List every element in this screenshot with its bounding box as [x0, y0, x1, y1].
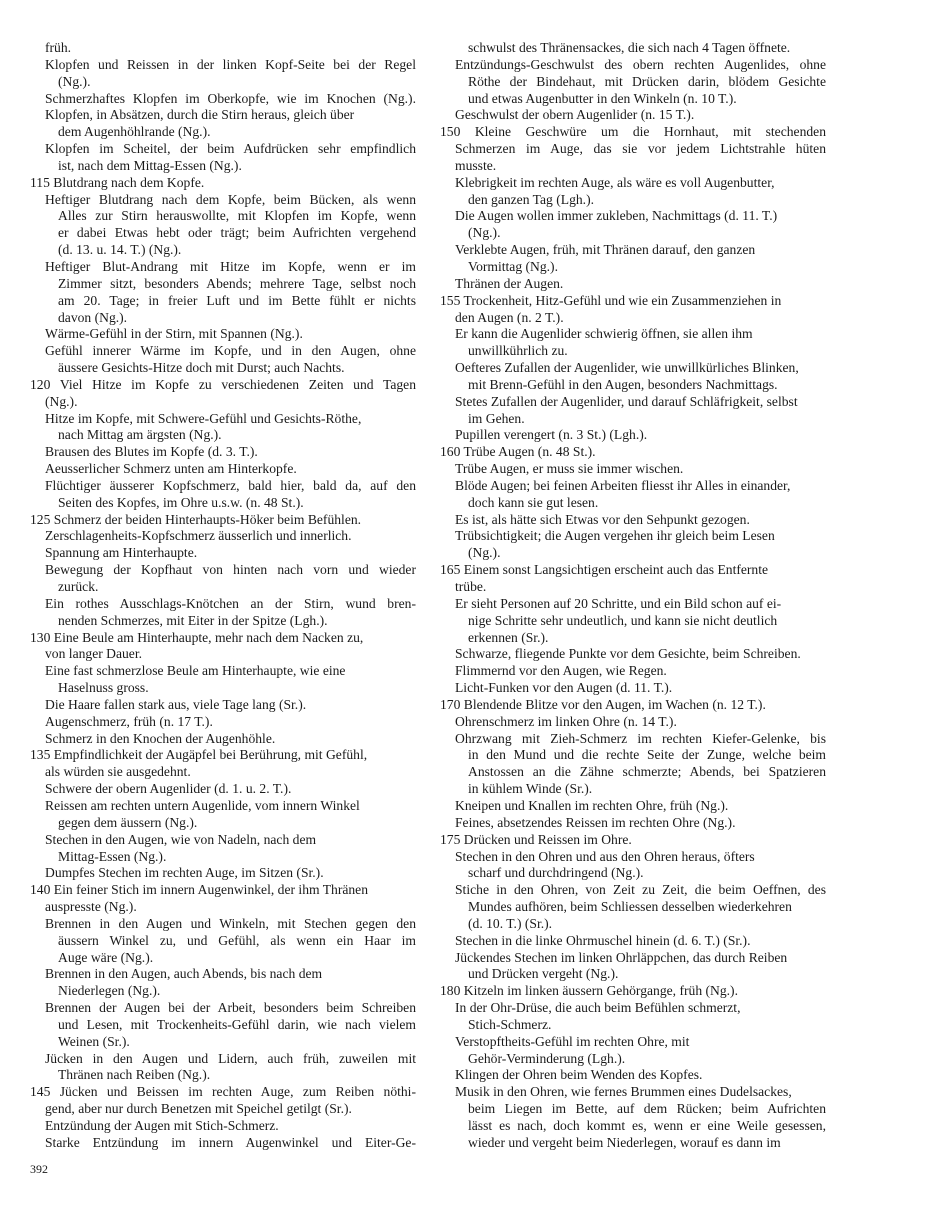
- text-line: äussern Winkel zu, und Gefühl, als wenn ein Haar im: [58, 932, 416, 948]
- text-line: gend, aber nur durch Benetzen mit Speichel getilgt (Sr.).: [45, 1101, 352, 1117]
- text-line: Zerschlagenheits-Kopfschmerz äusserlich und innerlich.: [45, 528, 352, 544]
- text-line: Schwere der obern Augenlider (d. 1. u. 2. T.).: [45, 781, 292, 797]
- text-line: Aeusserlicher Schmerz unten am Hinterkopfe.: [45, 461, 297, 477]
- text-line: in den Mund und die rechte Seite der Zunge, welche beim: [468, 747, 826, 763]
- text-line: Haselnuss gross.: [58, 680, 149, 696]
- text-line: (Ng.).: [45, 393, 78, 409]
- text-line: 120 Viel Hitze im Kopfe zu verschiedenen Zeiten und Tagen: [30, 376, 416, 392]
- text-line: trübe.: [455, 579, 487, 594]
- text-line: 140 Ein feiner Stich im innern Augenwinkel, der ihm Thränen: [30, 882, 369, 898]
- text-line: Eine fast schmerzlose Beule am Hinterhaupte, wie eine: [45, 663, 346, 679]
- text-line: Er sieht Personen auf 20 Schritte, und ein Bild schon auf ei-: [455, 595, 782, 611]
- text-line: Auge wäre (Ng.).: [58, 949, 154, 965]
- text-line: Klebrigkeit im rechten Auge, als wäre es voll Augenbutter,: [455, 174, 775, 190]
- text-line: als würden sie ausgedehnt.: [45, 764, 191, 780]
- text-line: Anstossen an die Zähne schmerzte; Abends, bei Spatzieren: [468, 764, 826, 780]
- text-line: 170 Blendende Blitze vor den Augen, im Wachen (n. 12 T.).: [440, 696, 766, 712]
- text-line: (Ng.).: [468, 225, 501, 241]
- text-line: Die Haare fallen stark aus, viele Tage lang (Sr.).: [45, 696, 307, 712]
- text-line: Ohrenschmerz im linken Ohre (n. 14 T.).: [455, 713, 677, 729]
- text-line: Schmerzhaftes Klopfen im Oberkopfe, wie im Knochen (Ng.).: [45, 90, 416, 106]
- left-text-column: [30, 40, 416, 1152]
- text-line: mit Brenn-Gefühl in den Augen, besonders Nachmittags.: [468, 376, 778, 392]
- text-line: und etwas Augenbutter in den Winkeln (n. 10 T.).: [468, 90, 737, 106]
- text-line: Stechen in die linke Ohrmuschel hinein (d. 6. T.) (Sr.).: [455, 932, 751, 948]
- text-line: Es ist, als hätte sich Etwas vor den Sehpunkt gezogen.: [455, 511, 750, 527]
- text-line: Stechen in den Ohren und aus den Ohren heraus, öfters: [455, 848, 755, 864]
- text-line: Thränen nach Reiben (Ng.).: [58, 1067, 211, 1083]
- text-line: Klopfen, in Absätzen, durch die Stirn heraus, gleich über: [45, 107, 355, 123]
- text-line: 150 Kleine Geschwüre um die Hornhaut, mit stechenden: [440, 124, 826, 140]
- text-line: Klopfen und Reissen in der linken Kopf-Seite bei der Regel: [45, 56, 416, 72]
- text-line: Kneipen und Knallen im rechten Ohre, früh (Ng.).: [455, 797, 729, 813]
- text-line: äussere Gesichts-Hitze doch mit Durst; auch Nachts.: [58, 360, 345, 376]
- text-line: Stetes Zufallen der Augenlider, und darauf Schläfrigkeit, selbst: [455, 393, 798, 409]
- text-line: Niederlegen (Ng.).: [58, 983, 161, 999]
- text-line: Dumpfes Stechen im rechten Auge, im Sitzen (Sr.).: [45, 865, 324, 881]
- text-line: (d. 13. u. 14. T.) (Ng.).: [58, 242, 182, 258]
- text-line: gegen dem äussern (Ng.).: [58, 814, 198, 830]
- text-line: Er kann die Augenlider schwierig öffnen, sie allen ihm: [455, 326, 753, 342]
- text-line: Stich-Schmerz.: [468, 1016, 552, 1032]
- text-line: 160 Trübe Augen (n. 48 St.).: [440, 444, 596, 460]
- text-line: Schmerz in den Knochen der Augenhöhle.: [45, 730, 276, 746]
- text-line: Bewegung der Kopfhaut von hinten nach vorn und wieder: [45, 562, 416, 578]
- text-line: nenden Schmerzes, mit Eiter in der Spitze (Lgh.).: [58, 612, 328, 628]
- text-line: Ein rothes Ausschlags-Knötchen an der Stirn, wund bren-: [45, 595, 416, 611]
- text-line: 135 Empfindlichkeit der Augäpfel bei Berührung, mit Gefühl,: [30, 747, 368, 763]
- text-line: nige Schritte sehr undeutlich, und kann sie nicht deutlich: [468, 612, 778, 628]
- text-line: Mundes aufhören, beim Schliessen desselben wiederkehren: [468, 899, 792, 915]
- text-line: 180 Kitzeln im linken äussern Gehörgange, früh (Ng.).: [440, 983, 738, 999]
- text-line: (d. 10. T.) (Sr.).: [468, 915, 553, 931]
- text-line: Thränen der Augen.: [455, 275, 564, 291]
- text-line: doch kann sie gut lesen.: [468, 494, 599, 510]
- text-line: unwillkührlich zu.: [468, 343, 568, 359]
- text-line: Heftiger Blutdrang nach dem Kopfe, beim Bücken, als wenn: [45, 191, 416, 207]
- text-line: er dabei Etwas hebt oder trägt; beim Aufrichten vergehend: [58, 225, 416, 241]
- text-line: Feines, absetzendes Reissen im rechten Ohre (Ng.).: [455, 814, 736, 830]
- text-line: (Ng.).: [468, 545, 501, 561]
- text-line: und Lesen, mit Trockenheits-Gefühl darin, wie nach vielem: [58, 1016, 416, 1032]
- text-line: Zimmer sitzt, besonders Abends; mehrere Tage, selbst noch: [58, 275, 416, 291]
- text-line: lässt es nach, doch kommt es, wenn er eine Weile gesessen,: [468, 1118, 826, 1133]
- text-line: 165 Einem sonst Langsichtigen erscheint auch das Entfernte: [440, 562, 769, 578]
- text-line: 125 Schmerz der beiden Hinterhaupts-Höker beim Befühlen.: [30, 511, 362, 527]
- text-line: 130 Eine Beule am Hinterhaupte, mehr nach dem Nacken zu,: [30, 629, 364, 645]
- text-line: Flimmernd vor den Augen, wie Regen.: [455, 663, 667, 679]
- text-line: Ohrzwang mit Zieh-Schmerz im rechten Kiefer-Gelenke, bis: [455, 730, 826, 746]
- text-line: zurück.: [58, 579, 99, 594]
- page-number: 392: [30, 1162, 48, 1176]
- text-line: Schwarze, fliegende Punkte vor dem Gesichte, beim Schreiben.: [455, 646, 801, 662]
- text-line: Alles zur Stirn herauswollte, mit Klopfen im Kopfe, wenn: [58, 208, 416, 224]
- text-line: Trübsichtigkeit; die Augen vergehen ihr gleich beim Lesen: [455, 528, 775, 544]
- text-line: Schmerzen im Auge, das sie vor jedem Lichtstrahle hüten: [455, 141, 826, 157]
- text-line: Klopfen im Scheitel, der beim Aufdrücken sehr empfindlich: [45, 141, 416, 157]
- text-line: Wärme-Gefühl in der Stirn, mit Spannen (Ng.).: [45, 326, 303, 342]
- text-line: Trübe Augen, er muss sie immer wischen.: [455, 461, 684, 477]
- text-line: Flüchtiger äusserer Kopfschmerz, bald hier, bald da, auf den: [45, 477, 416, 493]
- text-line: auspresste (Ng.).: [45, 899, 137, 915]
- text-line: beim Liegen im Bette, auf dem Rücken; beim Aufrichten: [468, 1101, 826, 1117]
- text-line: Spannung am Hinterhaupte.: [45, 545, 198, 561]
- text-line: den ganzen Tag (Lgh.).: [468, 191, 595, 207]
- text-line: Geschwulst der obern Augenlider (n. 15 T.).: [455, 107, 695, 123]
- text-line: im Gehen.: [468, 410, 525, 426]
- text-line: Oefteres Zufallen der Augenlider, wie unwillkürliches Blinken,: [455, 360, 799, 376]
- right-text-column: [440, 40, 826, 1152]
- text-line: Augenschmerz, früh (n. 17 T.).: [45, 713, 213, 729]
- text-line: Pupillen verengert (n. 3 St.) (Lgh.).: [455, 427, 648, 443]
- text-line: scharf und durchdringend (Ng.).: [468, 865, 644, 881]
- text-line: und Drücken vergeht (Ng.).: [468, 966, 619, 982]
- text-line: 175 Drücken und Reissen im Ohre.: [440, 831, 632, 847]
- text-line: nach Mittag am ärgsten (Ng.).: [58, 427, 222, 443]
- text-line: Jückendes Stechen im linken Ohrläppchen, das durch Reiben: [455, 949, 788, 965]
- text-line: Die Augen wollen immer zukleben, Nachmittags (d. 11. T.): [455, 208, 778, 224]
- text-line: früh.: [45, 40, 72, 55]
- text-line: Stechen in den Augen, wie von Nadeln, nach dem: [45, 831, 317, 847]
- text-line: Reissen am rechten untern Augenlide, vom innern Winkel: [45, 797, 360, 813]
- text-line: Mittag-Essen (Ng.).: [58, 848, 167, 864]
- text-line: Hitze im Kopfe, mit Schwere-Gefühl und Gesichts-Röthe,: [45, 410, 362, 426]
- text-line: Brennen in den Augen und Winkeln, mit Stechen gegen den: [45, 915, 416, 931]
- text-line: Stiche in den Ohren, von Zeit zu Zeit, die beim Oeffnen, des: [455, 882, 826, 898]
- text-line: Blöde Augen; bei feinen Arbeiten fliesst ihr Alles in einander,: [455, 477, 791, 493]
- text-line: ist, nach dem Mittag-Essen (Ng.).: [58, 157, 242, 173]
- text-line: Starke Entzündung im innern Augenwinkel und Eiter-Ge-: [45, 1134, 416, 1150]
- text-line: Brausen des Blutes im Kopfe (d. 3. T.).: [45, 444, 258, 460]
- text-line: musste.: [455, 157, 497, 173]
- text-line: Brennen in den Augen, auch Abends, bis nach dem: [45, 966, 323, 982]
- text-line: am 20. Tage; in freier Luft und im Bette fühlt er nichts: [58, 292, 416, 308]
- text-line: Entzündung der Augen mit Stich-Schmerz.: [45, 1118, 279, 1133]
- text-line: von langer Dauer.: [45, 646, 143, 662]
- text-line: Weinen (Sr.).: [58, 1033, 130, 1049]
- text-line: Gehör-Verminderung (Lgh.).: [468, 1050, 626, 1066]
- text-line: Heftiger Blut-Andrang mit Hitze im Kopfe, wenn er im: [45, 258, 416, 274]
- text-line: erkennen (Sr.).: [468, 629, 549, 645]
- text-line: (Ng.).: [58, 73, 91, 89]
- text-line: 145 Jücken und Beissen im rechten Auge, zum Reiben nöthi-: [30, 1084, 416, 1100]
- text-line: Klingen der Ohren beim Wenden des Kopfes.: [455, 1067, 703, 1083]
- text-line: in kühlem Winde (Sr.).: [468, 781, 593, 797]
- text-line: wieder und vergeht beim Niederlegen, worauf es dann im: [468, 1134, 781, 1150]
- text-line: den Augen (n. 2 T.).: [455, 309, 564, 325]
- text-line: Brennen der Augen bei der Arbeit, besonders beim Schreiben: [45, 1000, 416, 1016]
- text-line: 155 Trockenheit, Hitz-Gefühl und wie ein Zusammenziehen in: [440, 292, 782, 308]
- text-line: Röthe der Bindehaut, mit Drücken darin, blödem Gesichte: [468, 73, 826, 89]
- text-line: schwulst des Thränensackes, die sich nach 4 Tagen öffnete.: [468, 40, 791, 55]
- text-line: Licht-Funken vor den Augen (d. 11. T.).: [455, 680, 673, 696]
- text-line: Jücken in den Augen und Lidern, auch früh, zuweilen mit: [45, 1050, 416, 1066]
- text-line: dem Augenhöhlrande (Ng.).: [58, 124, 211, 140]
- text-line: Seiten des Kopfes, im Ohre u.s.w. (n. 48 St.).: [58, 494, 304, 510]
- text-line: Vormittag (Ng.).: [468, 258, 558, 274]
- text-line: Entzündungs-Geschwulst des obern rechten Augenlides, ohne: [455, 56, 826, 72]
- text-line: davon (Ng.).: [58, 309, 128, 325]
- text-line: In der Ohr-Drüse, die auch beim Befühlen schmerzt,: [455, 1000, 741, 1016]
- text-line: Musik in den Ohren, wie fernes Brummen eines Dudelsackes,: [455, 1084, 792, 1100]
- text-line: Gefühl innerer Wärme im Kopfe, und in den Augen, ohne: [45, 343, 416, 359]
- text-line: Verklebte Augen, früh, mit Thränen darauf, den ganzen: [455, 242, 756, 258]
- text-line: 115 Blutdrang nach dem Kopfe.: [30, 174, 205, 190]
- text-line: Verstopftheits-Gefühl im rechten Ohre, mit: [455, 1033, 690, 1049]
